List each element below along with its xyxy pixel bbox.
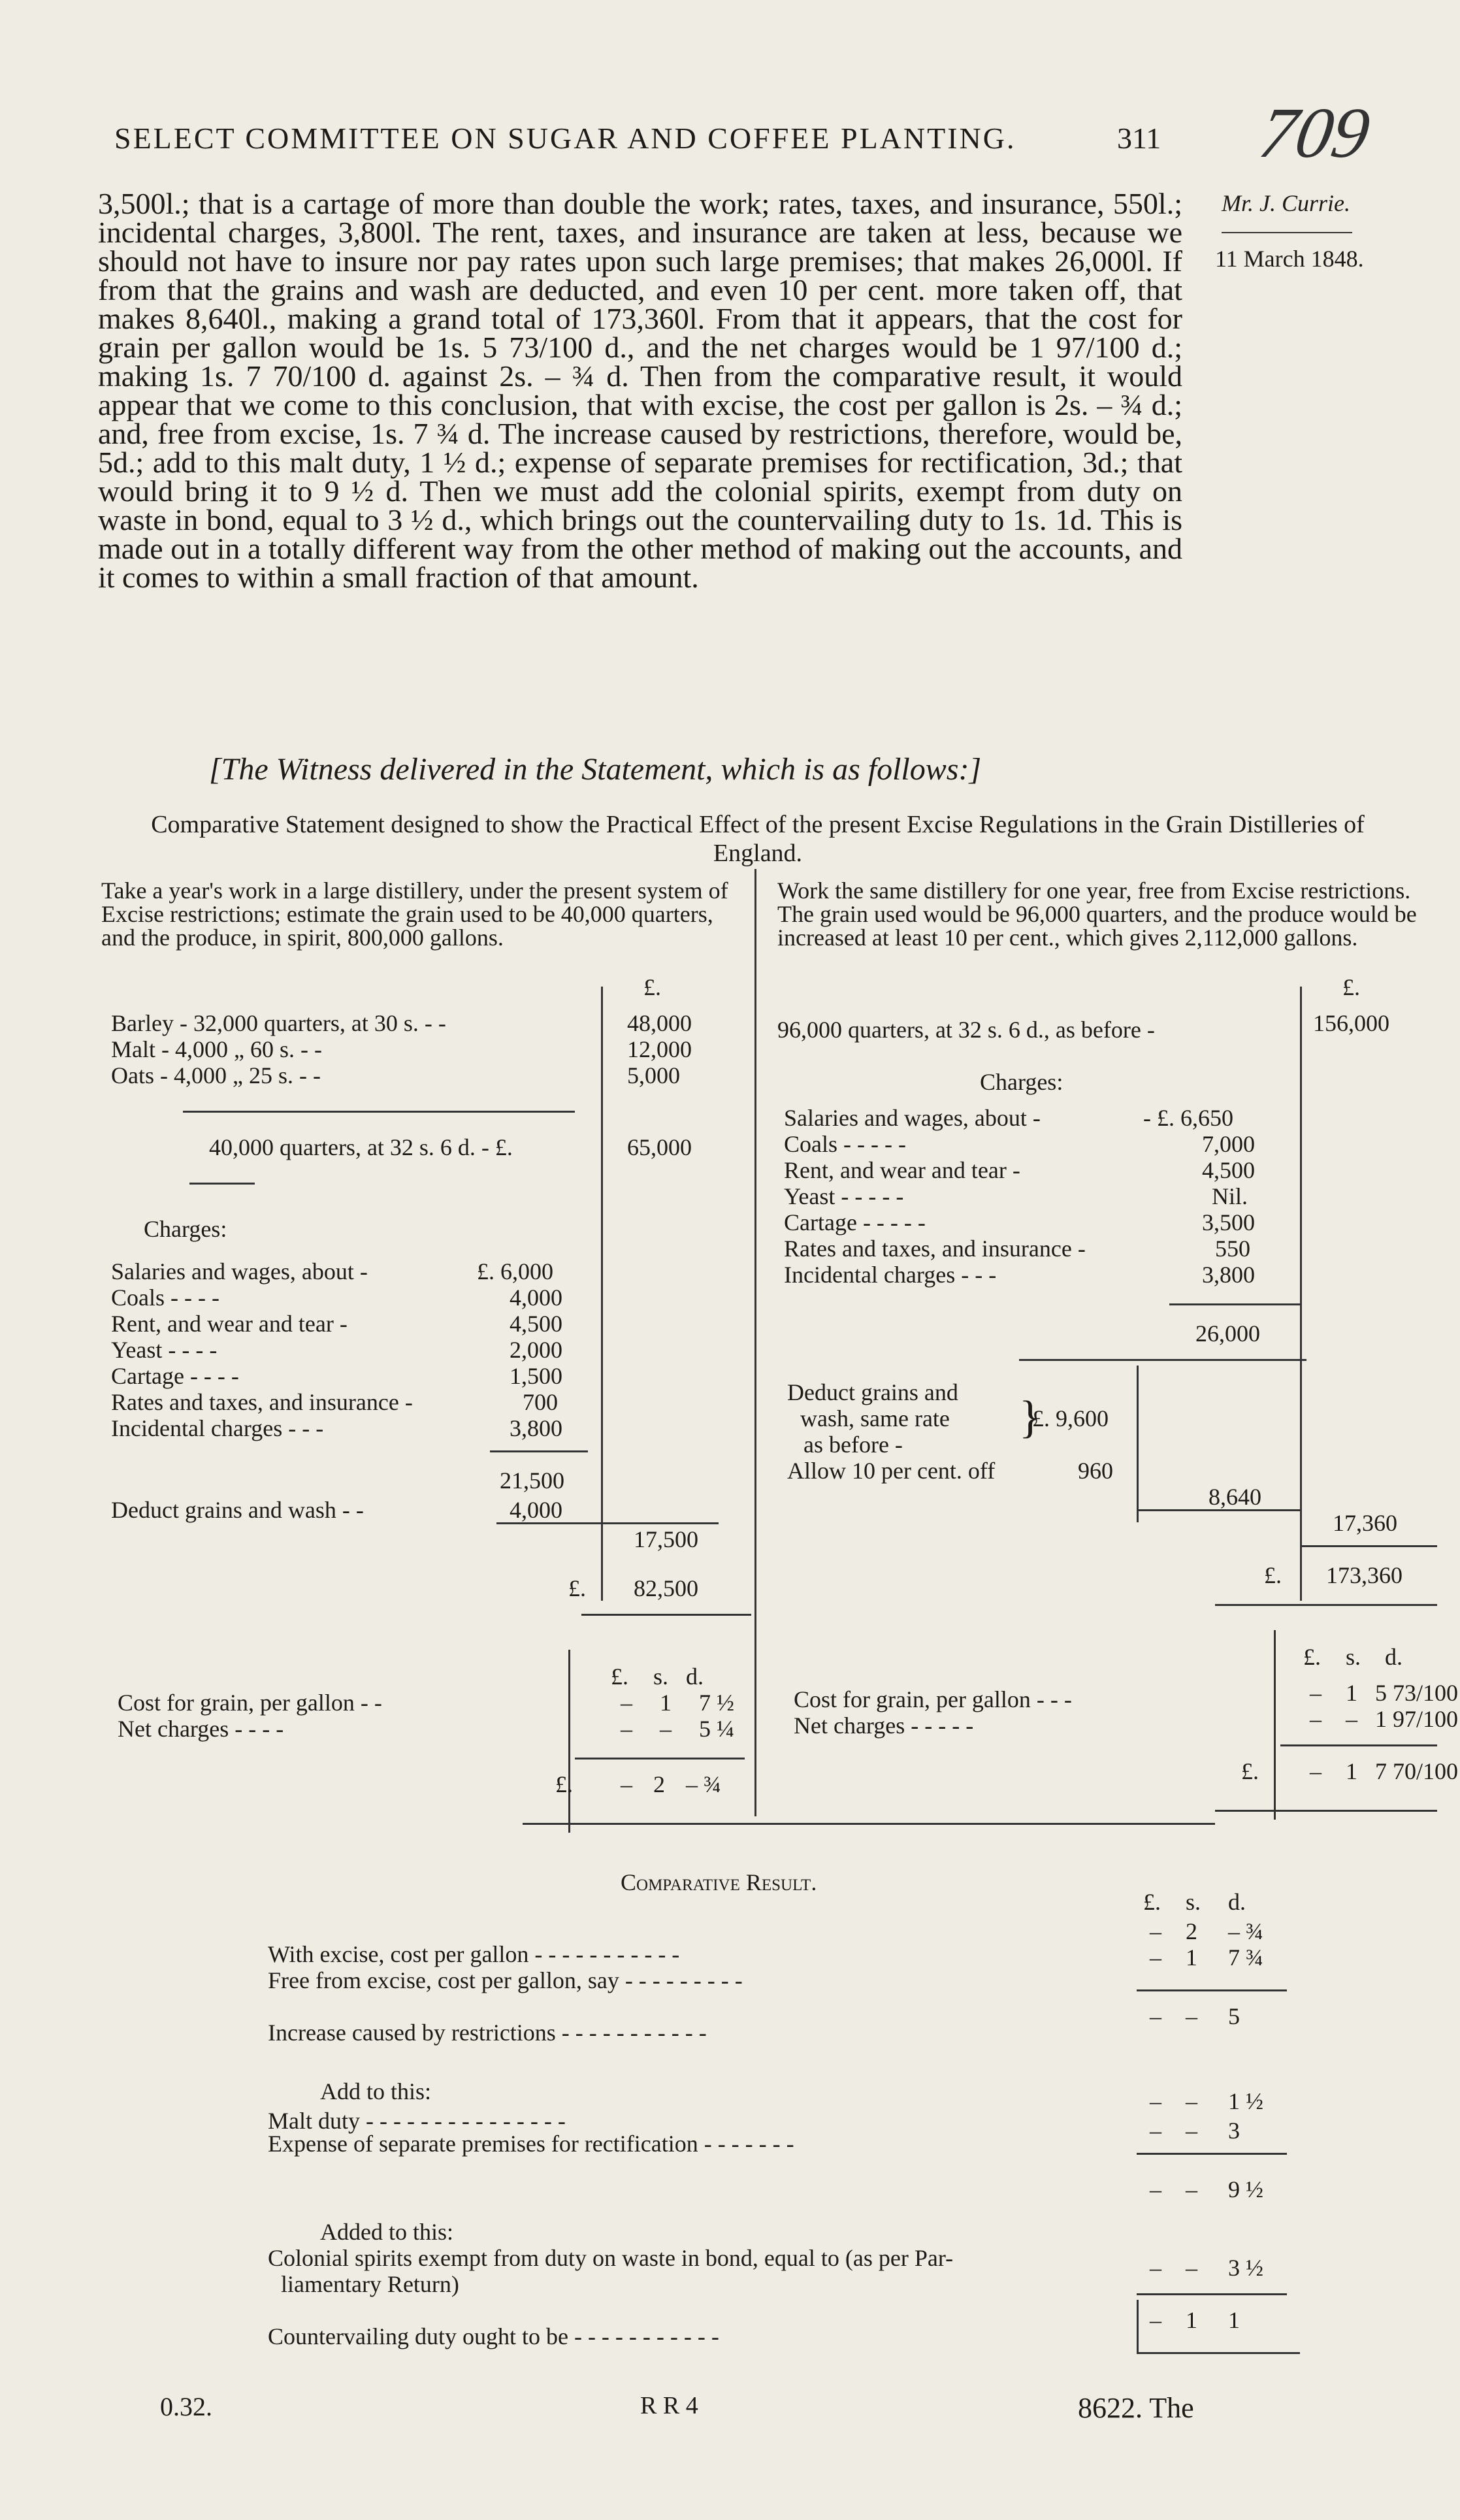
result-add-l: – xyxy=(1150,2118,1161,2144)
body-paragraph-text: 3,500l.; that is a cartage of more than double the work; rates, taxes, and insurance, 550l.; incidental charges, 3,800l. The rent, taxes, and insurance are taken at less, because we should not have to insure nor pay rates upon such large premises; that makes 26,000l. If from that the grains and wash are deducted, and even 10 per cent. more taken off, that makes 8,640l., making a grand total of 173,360l. From that it appears, that the cost for grain per gallon would be 1s. 5 73/100 d., and the net charges would be 1 97/100 d.; making 1s. 7 70/100 d. against 2s. – ¾ d. Then from the comparative result, it would appear that we come to this conclusion, that with excise, the cost per gallon is 2s. – ¾ d.; and, free from excise, 1s. 7 ¾ d. The increase caused by restrictions, therefore, would be, 5d.; add to this malt duty, 1 ½ d.; expense of separate premises for rectification, 3d.; that would bring it to 9 ½ d. Then we must add the colonial spirits, exempt from duty on waste in bond, equal to 3 ½ d., which brings out the countervailing duty to 1s. 1d. This is made out in a totally different way from the other method of making out the accounts, and it comes to within a small fraction of that amount. xyxy=(98,187,1182,594)
right-allow-value: 960 xyxy=(1078,1458,1113,1484)
left-charge-value: 4,500 xyxy=(510,1311,562,1337)
result-row-s: 2 xyxy=(1186,1918,1197,1944)
result-increase-s: – xyxy=(1186,2003,1197,2029)
left-charge-value: 2,000 xyxy=(510,1337,562,1363)
result-colonial-d: 3 ½ xyxy=(1228,2255,1263,2281)
left-charge-value: 3,800 xyxy=(510,1415,562,1441)
right-net-rule xyxy=(1300,1545,1437,1547)
footer-left: 0.32. xyxy=(160,2392,212,2421)
result-added-title: Added to this: xyxy=(320,2219,453,2245)
left-cost-l: – xyxy=(621,1716,632,1742)
right-intro: Work the same distillery for one year, free from Excise restrictions. The grain used would be 96,000 quarters, and the produce would be increased at least 10 per cent., which gives 2,112,000 gallons. xyxy=(777,877,1417,951)
left-cost-total-label: £. xyxy=(555,1771,573,1797)
right-charge-value: 3,800 xyxy=(1202,1262,1255,1288)
right-deduct-total: 8,640 xyxy=(1209,1484,1261,1510)
right-deduct-label-line1: Deduct grains and xyxy=(787,1379,958,1405)
left-deduct-rule xyxy=(496,1522,719,1524)
left-cost-total-l: – xyxy=(621,1771,632,1797)
right-grand-total: 173,360 xyxy=(1326,1562,1403,1588)
left-grain-rule xyxy=(183,1111,575,1113)
result-increase-d: 5 xyxy=(1228,2003,1240,2029)
right-cost-head-l: £. xyxy=(1303,1644,1321,1670)
left-cost-d: 5 ¼ xyxy=(699,1716,734,1742)
right-cost-l: – xyxy=(1310,1706,1322,1732)
result-add-title: Add to this: xyxy=(320,2078,432,2104)
left-cost-label: Net charges - - - - xyxy=(118,1716,284,1742)
right-charge-value: 4,500 xyxy=(1202,1157,1255,1183)
result-row-l: – xyxy=(1150,1918,1161,1944)
left-grain-row-value: 48,000 xyxy=(627,1010,692,1036)
left-grain-row-value: 12,000 xyxy=(627,1036,692,1062)
left-charge-label: Yeast - - - - xyxy=(111,1337,218,1363)
footer-catchword: 8622. The xyxy=(1078,2392,1194,2424)
sidebar-date: 11 March 1848. xyxy=(1215,246,1364,272)
right-charge-value: 7,000 xyxy=(1202,1131,1255,1157)
result-row-label: Free from excise, cost per gallon, say - - - - - - - - - xyxy=(268,1967,743,1993)
result-countervailing-l: – xyxy=(1150,2307,1161,2333)
left-cost-total-s: 2 xyxy=(653,1771,665,1797)
left-net-charges: 17,500 xyxy=(634,1526,698,1552)
result-head-d: d. xyxy=(1228,1889,1246,1915)
left-cost-head-d: d. xyxy=(686,1663,704,1690)
result-countervailing-s: 1 xyxy=(1186,2307,1197,2333)
result-add-s: – xyxy=(1186,2088,1197,2114)
result-countervailing-label: Countervailing duty ought to be - - - - - - - - - - - xyxy=(268,2323,719,2349)
result-row-label: With excise, cost per gallon - - - - - - - - - - - xyxy=(268,1941,680,1967)
left-grand-total-rule xyxy=(581,1614,751,1616)
left-grain-row-value: 5,000 xyxy=(627,1062,680,1088)
right-charges-sum: 26,000 xyxy=(1195,1320,1260,1347)
result-rule-1 xyxy=(1137,1989,1287,1991)
result-title: Comparative Result. xyxy=(621,1869,817,1895)
result-head-l: £. xyxy=(1143,1889,1161,1915)
right-charge-label: Yeast - - - - - xyxy=(784,1183,904,1209)
left-cost-head-l: £. xyxy=(611,1663,628,1690)
result-add-s: – xyxy=(1186,2118,1197,2144)
right-cost-total-d: 7 70/100 xyxy=(1375,1758,1459,1784)
right-sum-column-rule xyxy=(1300,987,1302,1601)
result-row-s: 1 xyxy=(1186,1944,1197,1971)
cost-bottom-rule xyxy=(523,1823,1215,1825)
right-deduct-vertical xyxy=(1137,1366,1139,1522)
left-charges-title: Charges: xyxy=(144,1216,227,1242)
result-subtotal-s: – xyxy=(1186,2176,1197,2202)
right-cost-total-l: – xyxy=(1310,1758,1322,1784)
sidebar-divider xyxy=(1222,232,1352,233)
left-charge-value: 1,500 xyxy=(510,1363,562,1389)
left-charge-value: 4,000 xyxy=(510,1285,562,1311)
right-deduct-value: £. 9,600 xyxy=(1032,1405,1109,1432)
right-cost-rule-vertical xyxy=(1274,1630,1276,1820)
right-charge-value: Nil. xyxy=(1212,1183,1248,1209)
sidebar-witness-name: Mr. J. Currie. xyxy=(1222,190,1350,216)
right-charge-label: Rates and taxes, and insurance - xyxy=(784,1235,1086,1262)
column-divider xyxy=(754,869,756,1816)
right-cost-rule xyxy=(1280,1744,1437,1746)
right-charge-value: 550 xyxy=(1215,1235,1250,1262)
left-charge-label: Coals - - - - xyxy=(111,1285,219,1311)
left-deduct-value: 4,000 xyxy=(510,1497,562,1523)
right-charge-value: - £. 6,650 xyxy=(1143,1105,1233,1131)
right-charge-label: Cartage - - - - - xyxy=(784,1209,926,1235)
result-colonial-label-line1: Colonial spirits exempt from duty on waste in bond, equal to (as per Par- xyxy=(268,2245,954,2271)
result-colonial-l: – xyxy=(1150,2255,1161,2281)
left-currency-head: £. xyxy=(643,974,661,1000)
right-deduct-label-line3: as before - xyxy=(803,1432,903,1458)
right-cost-label: Cost for grain, per gallon - - - xyxy=(794,1686,1072,1712)
left-charge-label: Cartage - - - - xyxy=(111,1363,239,1389)
result-head-s: s. xyxy=(1186,1889,1201,1915)
left-cost-label: Cost for grain, per gallon - - xyxy=(118,1690,382,1716)
left-intro: Take a year's work in a large distillery, under the present system of Excise restrictions; estimate the grain used to be 40,000 quarters, and the produce, in spirit, 800,000 gallons. xyxy=(101,877,728,951)
right-cost-d: 5 73/100 xyxy=(1375,1680,1459,1706)
page-number: 311 xyxy=(1117,122,1161,155)
result-increase-l: – xyxy=(1150,2003,1161,2029)
left-charges-sum: 21,500 xyxy=(500,1467,564,1494)
result-add-label: Expense of separate premises for rectification - - - - - - - xyxy=(268,2131,794,2157)
left-grain-row-label: Barley - 32,000 quarters, at 30 s. - - xyxy=(111,1010,446,1036)
statement-title: Comparative Statement designed to show the Practical Effect of the present Excise Regulations in the Grain Distilleries of England. xyxy=(151,811,1365,867)
left-cost-s: 1 xyxy=(660,1690,672,1716)
right-grain-label: 96,000 quarters, at 32 s. 6 d., as before - xyxy=(777,1017,1155,1043)
right-cost-head-d: d. xyxy=(1385,1644,1403,1670)
left-cost-l: – xyxy=(621,1690,632,1716)
handwritten-folio-number: 709 xyxy=(1254,93,1376,172)
result-colonial-label-line2: liamentary Return) xyxy=(281,2271,459,2297)
right-grand-total-label: £. xyxy=(1264,1562,1282,1588)
result-final-vertical xyxy=(1137,2300,1139,2352)
left-grain-row-label: Malt - 4,000 „ 60 s. - - xyxy=(111,1036,322,1062)
right-cost-s: 1 xyxy=(1346,1680,1357,1706)
left-cost-s: – xyxy=(660,1716,672,1742)
right-charge-label: Rent, and wear and tear - xyxy=(784,1157,1020,1183)
left-charges-rule xyxy=(490,1450,588,1452)
right-cost-l: – xyxy=(1310,1680,1322,1706)
witness-note: [The Witness delivered in the Statement, which is as follows:] xyxy=(209,752,982,787)
left-deduct-label: Deduct grains and wash - - xyxy=(111,1497,364,1523)
left-charge-label: Rates and taxes, and insurance - xyxy=(111,1389,413,1415)
right-currency-head: £. xyxy=(1342,974,1360,1000)
result-subtotal-l: – xyxy=(1150,2176,1161,2202)
result-bottom-rule xyxy=(1137,2352,1300,2354)
right-cost-bottom-rule xyxy=(1215,1810,1437,1812)
left-short-rule xyxy=(189,1183,255,1185)
left-cost-total-d: – ¾ xyxy=(686,1771,721,1797)
left-grain-row-label: Oats - 4,000 „ 25 s. - - xyxy=(111,1062,321,1088)
left-cost-rule xyxy=(575,1758,745,1759)
left-grain-total-label: 40,000 quarters, at 32 s. 6 d. - £. xyxy=(209,1134,513,1160)
right-charges-rule xyxy=(1169,1303,1300,1305)
left-grain-total-value: 65,000 xyxy=(627,1134,692,1160)
result-add-d: 3 xyxy=(1228,2118,1240,2144)
left-cost-head-s: s. xyxy=(653,1663,669,1690)
right-cost-head-s: s. xyxy=(1346,1644,1361,1670)
left-charge-label: Salaries and wages, about - xyxy=(111,1258,368,1285)
body-paragraph xyxy=(98,189,1182,592)
result-subtotal-d: 9 ½ xyxy=(1228,2176,1263,2202)
right-charges-title: Charges: xyxy=(980,1069,1063,1095)
left-charge-label: Incidental charges - - - xyxy=(111,1415,324,1441)
result-countervailing-d: 1 xyxy=(1228,2307,1240,2333)
right-allow-label: Allow 10 per cent. off xyxy=(787,1458,996,1484)
left-cost-d: 7 ½ xyxy=(699,1690,734,1716)
right-cost-total-s: 1 xyxy=(1346,1758,1357,1784)
right-grand-total-rule xyxy=(1215,1604,1437,1606)
result-row-d: 7 ¾ xyxy=(1228,1944,1263,1971)
right-deduct-label-line2: wash, same rate xyxy=(800,1405,950,1432)
result-rule-2 xyxy=(1137,2153,1287,2155)
right-charge-label: Incidental charges - - - xyxy=(784,1262,997,1288)
result-row-d: – ¾ xyxy=(1228,1918,1263,1944)
left-grand-total-label: £. xyxy=(568,1575,586,1601)
right-cost-s: – xyxy=(1346,1706,1357,1732)
footer-signature-mark: R R 4 xyxy=(640,2392,698,2419)
page-header-title: SELECT COMMITTEE ON SUGAR AND COFFEE PLANTING. xyxy=(114,122,1016,155)
right-charge-label: Coals - - - - - xyxy=(784,1131,906,1157)
right-deduct-top-rule xyxy=(1019,1359,1306,1361)
right-cost-label: Net charges - - - - - xyxy=(794,1712,974,1739)
result-row-l: – xyxy=(1150,1944,1161,1971)
left-charge-label: Rent, and wear and tear - xyxy=(111,1311,348,1337)
result-add-l: – xyxy=(1150,2088,1161,2114)
result-add-label: Malt duty - - - - - - - - - - - - - - - xyxy=(268,2108,566,2134)
left-charge-value: £. 6,000 xyxy=(477,1258,553,1285)
left-charge-value: 700 xyxy=(523,1389,558,1415)
right-deduct-brace: } xyxy=(1019,1392,1041,1443)
right-grain-value: 156,000 xyxy=(1313,1010,1389,1036)
result-rule-3 xyxy=(1137,2293,1287,2295)
left-grand-total: 82,500 xyxy=(634,1575,698,1601)
left-sum-column-rule xyxy=(601,987,603,1601)
result-increase-label: Increase caused by restrictions - - - - - - - - - - - xyxy=(268,2020,707,2046)
right-charge-value: 3,500 xyxy=(1202,1209,1255,1235)
result-add-d: 1 ½ xyxy=(1228,2088,1263,2114)
right-charge-label: Salaries and wages, about - xyxy=(784,1105,1041,1131)
right-net-charges: 17,360 xyxy=(1333,1510,1397,1536)
right-cost-total-label: £. xyxy=(1241,1758,1259,1784)
result-colonial-s: – xyxy=(1186,2255,1197,2281)
right-cost-d: 1 97/100 xyxy=(1375,1706,1459,1732)
left-cost-rule-vertical xyxy=(568,1650,570,1833)
